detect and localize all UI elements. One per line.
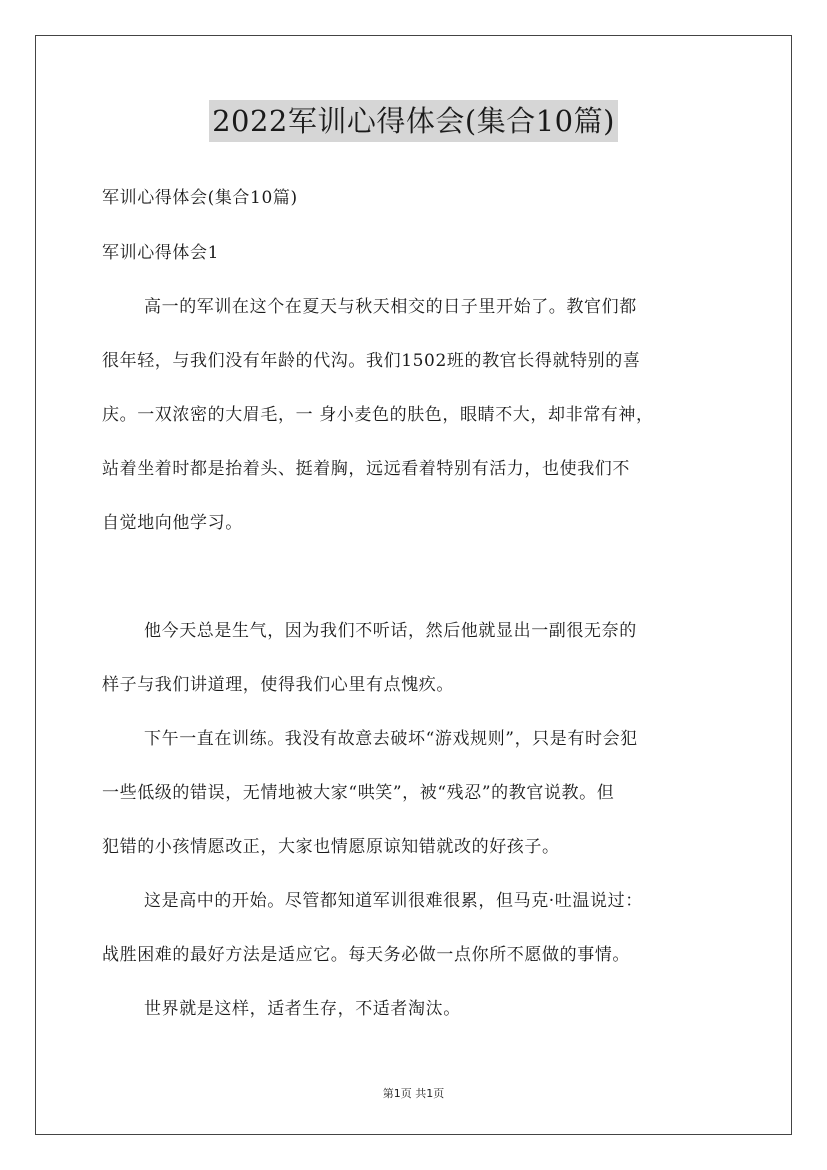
paragraph-line: 站着坐着时都是抬着头、挺着胸，远远看着特别有活力，也使我们不 <box>102 459 630 479</box>
paragraph-line: 这是高中的开始。尽管都知道军训很难很累，但马克·吐温说过： <box>144 891 643 911</box>
paragraph-line: 下午一直在训练。我没有故意去破坏“游戏规则”，只是有时会犯 <box>144 729 638 749</box>
page-footer: 第1页 共1页 <box>382 1087 445 1100</box>
document-subtitle: 军训心得体会(集合10篇) <box>102 188 298 208</box>
paragraph-line: 世界就是这样，适者生存，不适者淘汰。 <box>144 999 461 1019</box>
section-heading: 军训心得体会1 <box>102 243 220 263</box>
paragraph-line: 庆。一双浓密的大眉毛，一 身小麦色的肤色，眼睛不大，却非常有神， <box>102 405 654 425</box>
paragraph-line: 很年轻，与我们没有年龄的代沟。我们1502班的教官长得就特别的喜 <box>102 351 641 371</box>
paragraph-line: 样子与我们讲道理，使得我们心里有点愧疚。 <box>102 675 454 695</box>
paragraph-line: 犯错的小孩情愿改正，大家也情愿原谅知错就改的好孩子。 <box>102 837 560 857</box>
document-title: 2022军训心得体会(集合10篇) <box>209 100 618 142</box>
paragraph-line: 战胜困难的最好方法是适应它。每天务必做一点你所不愿做的事情。 <box>102 945 630 965</box>
paragraph-line: 高一的军训在这个在夏天与秋天相交的日子里开始了。教官们都 <box>144 297 637 317</box>
paragraph-line: 他今天总是生气，因为我们不听话，然后他就显出一副很无奈的 <box>144 621 637 641</box>
paragraph-line: 自觉地向他学习。 <box>102 513 243 533</box>
paragraph-line: 一些低级的错误，无情地被大家“哄笑”，被“残忍”的教官说教。但 <box>102 783 615 803</box>
